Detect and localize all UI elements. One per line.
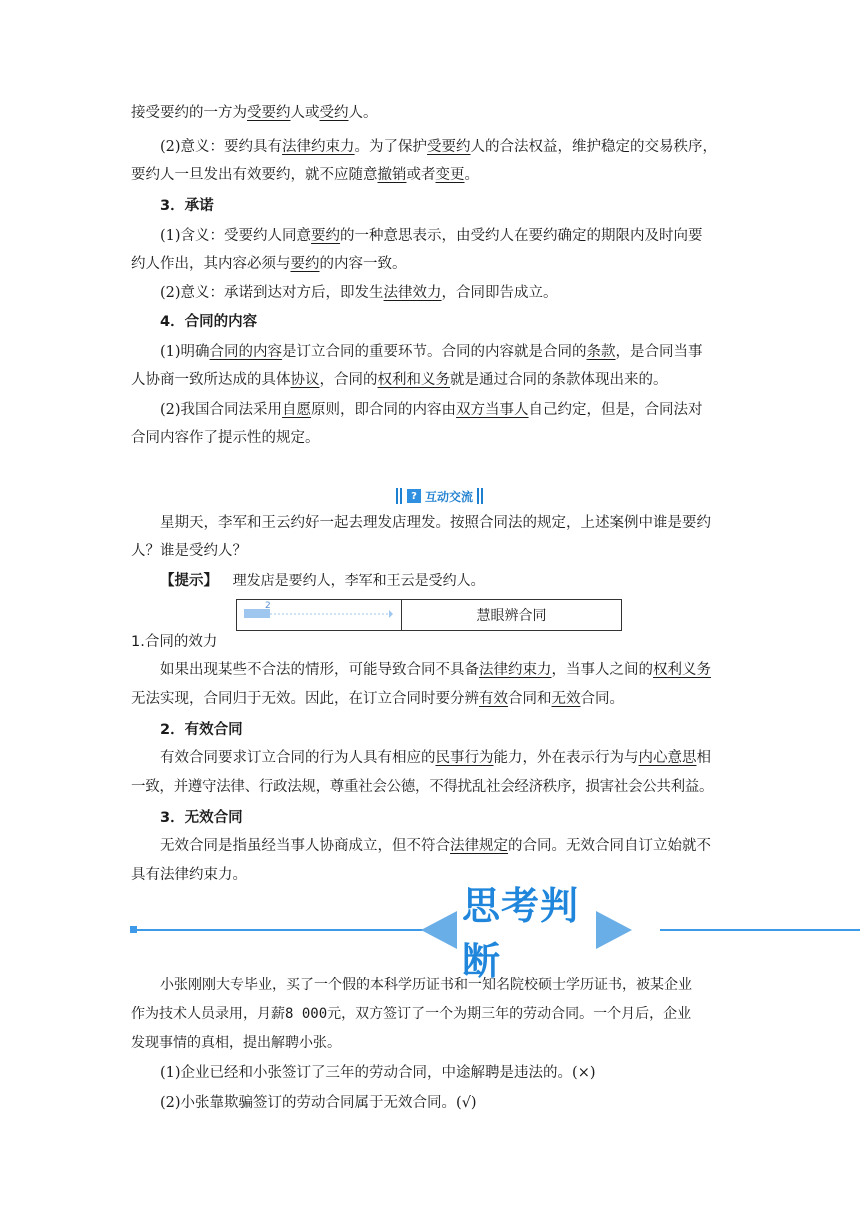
text: ，是合同当事 — [615, 344, 703, 360]
paragraph-line — [160, 400, 731, 420]
paragraph-line — [160, 660, 731, 680]
text: 的合同。无效合同自订立始就不 — [508, 838, 711, 854]
hint-label: 【提示】 — [160, 573, 218, 589]
question-icon: ? — [407, 489, 421, 503]
right-triangle-icon — [596, 911, 632, 949]
underlined-term: 受要约 — [247, 105, 291, 121]
hint-text: 理发店是要约人，李军和王云是受约人。 — [232, 573, 485, 589]
text: 具有法律约束力。 — [131, 867, 247, 883]
underlined-term: 权利和义务 — [377, 372, 450, 388]
underlined-term: 双方当事人 — [456, 402, 529, 418]
text: 要约人一旦发出有效要约，就不应随意 — [131, 167, 378, 183]
text: (2)我国合同法采用 — [160, 402, 283, 418]
paragraph-line — [131, 254, 731, 274]
paragraph-line — [160, 283, 731, 303]
paragraph-line — [131, 165, 731, 185]
text: ，合同即告成立。 — [441, 285, 558, 301]
underlined-term: 权利义务 — [653, 662, 711, 678]
text: 是订立合同的重要环节。合同的内容就是合同的 — [282, 344, 587, 360]
interaction-badge — [395, 486, 484, 506]
text: ，合同的 — [319, 372, 378, 388]
left-triangle-icon — [421, 911, 457, 949]
underlined-term: 有效 — [479, 691, 508, 707]
paragraph-line: 发现事情的真相，提出解聘小张。 — [131, 1035, 341, 1051]
text: 人或 — [290, 105, 320, 121]
underlined-term: 要约 — [311, 228, 341, 244]
underlined-term: 法律约束力 — [282, 139, 355, 155]
text: 有效合同要求订立合同的行为人具有相应的 — [160, 750, 436, 766]
underlined-term: 要约 — [290, 256, 320, 272]
text: 无效合同是指虽经当事人协商成立，但不符合 — [160, 838, 450, 854]
text: 。 — [464, 167, 479, 183]
paragraph-line — [131, 370, 731, 390]
underlined-term: 无效 — [551, 691, 581, 707]
section-heading: 3．承诺 — [160, 198, 214, 214]
underlined-term: 受约 — [319, 105, 349, 121]
table-number: 2 — [265, 601, 271, 611]
question-line: 星期天，李军和王云约好一起去理发店理发。按照合同法的规定，上述案例中谁是要约 — [160, 515, 711, 531]
underlined-term: 受要约 — [427, 139, 471, 155]
underlined-term: 自愿 — [282, 402, 312, 418]
text: 合同内容作了提示性的规定。 — [131, 430, 320, 446]
paragraph-line — [160, 836, 731, 856]
text: 合同和 — [508, 691, 552, 707]
text: 约人作出，其内容必须与 — [131, 256, 291, 272]
text: 原则，即合同的内容由 — [311, 402, 457, 418]
text: 或者 — [406, 167, 436, 183]
underlined-term: 民事行为 — [435, 750, 494, 766]
judgment-item: (1)企业已经和小张签订了三年的劳动合同，中途解聘是违法的。(×) — [160, 1065, 596, 1081]
badge-label: 互动交流 — [425, 489, 474, 504]
table-cell-title: 慧眼辨合同 — [476, 608, 547, 624]
text: (1)明确 — [160, 344, 210, 360]
table-cell-left — [237, 600, 402, 630]
section-heading: 3．无效合同 — [160, 810, 243, 826]
underlined-term: 法律约束力 — [479, 662, 552, 678]
underlined-term: 条款 — [586, 344, 616, 360]
banner-title: 思考判断 — [462, 884, 580, 983]
paragraph-line — [131, 689, 731, 709]
text: 的一种意思表示，由受约人在要约确定的期限内及时向要 — [340, 228, 703, 244]
text: 相 — [696, 750, 711, 766]
paragraph-line — [131, 777, 731, 797]
underlined-term: 法律效力 — [383, 285, 442, 301]
paragraph-line — [160, 137, 731, 157]
underlined-term: 合同的内容 — [209, 344, 283, 360]
text: 人的合法权益，维护稳定的交易秩序， — [470, 139, 718, 155]
topic-table — [236, 599, 622, 631]
text: 能力，外在表示行为与 — [493, 750, 639, 766]
paragraph-line — [131, 103, 731, 123]
text: 接受要约的一方为 — [131, 105, 247, 121]
paragraph-line: 小张刚刚大专毕业，买了一个假的本科学历证书和一知名院校硕士学历证书，被某企业 — [160, 977, 692, 993]
text: (2)意义：要约具有 — [160, 139, 283, 155]
underlined-term: 变更 — [435, 167, 465, 183]
judgment-item: (2)小张靠欺骗签订的劳动合同属于无效合同。(√) — [160, 1095, 477, 1111]
text: 如果出现某些不合法的情形，可能导致合同不具备 — [160, 662, 479, 678]
text: 的内容一致。 — [319, 256, 407, 272]
underlined-term: 法律规定 — [450, 838, 508, 854]
text: 一致，并遵守法律、行政法规，尊重社会公德，不得扰乱社会经济秩序，损害社会公共利益。 — [131, 779, 714, 795]
underlined-term: 内心意思 — [638, 750, 697, 766]
text: 人协商一致所达成的具体 — [131, 372, 291, 388]
underlined-term: 撤销 — [377, 167, 407, 183]
text: 自己约定，但是，合同法对 — [528, 402, 703, 418]
text: 就是通过合同的条款体现出来的。 — [450, 372, 668, 388]
hint-line — [160, 571, 731, 591]
text: 人。 — [348, 105, 378, 121]
section-heading: 4．合同的内容 — [160, 314, 258, 330]
text: (2)意义：承诺到达对方后，即发生 — [160, 285, 384, 301]
text: ，当事人之间的 — [551, 662, 653, 678]
paragraph-line — [131, 428, 731, 448]
subheading: 1.合同的效力 — [131, 634, 218, 650]
paragraph-line — [160, 748, 731, 768]
text: 无法实现，合同归于无效。因此，在订立合同时要分辨 — [131, 691, 479, 707]
section-banner — [130, 884, 860, 983]
text: 合同。 — [580, 691, 624, 707]
text: 。为了保护 — [354, 139, 428, 155]
text: (1)含义：受要约人同意 — [160, 228, 312, 244]
underlined-term: 协议 — [290, 372, 320, 388]
paragraph-line — [131, 865, 731, 885]
paragraph-line — [160, 342, 731, 362]
section-heading: 2．有效合同 — [160, 722, 243, 738]
question-line: 人？谁是受约人？ — [131, 543, 247, 559]
paragraph-line: 作为技术人员录用，月薪8 000元，双方签订了一个为期三年的劳动合同。一个月后，企业 — [131, 1006, 692, 1022]
paragraph-line — [160, 226, 731, 246]
